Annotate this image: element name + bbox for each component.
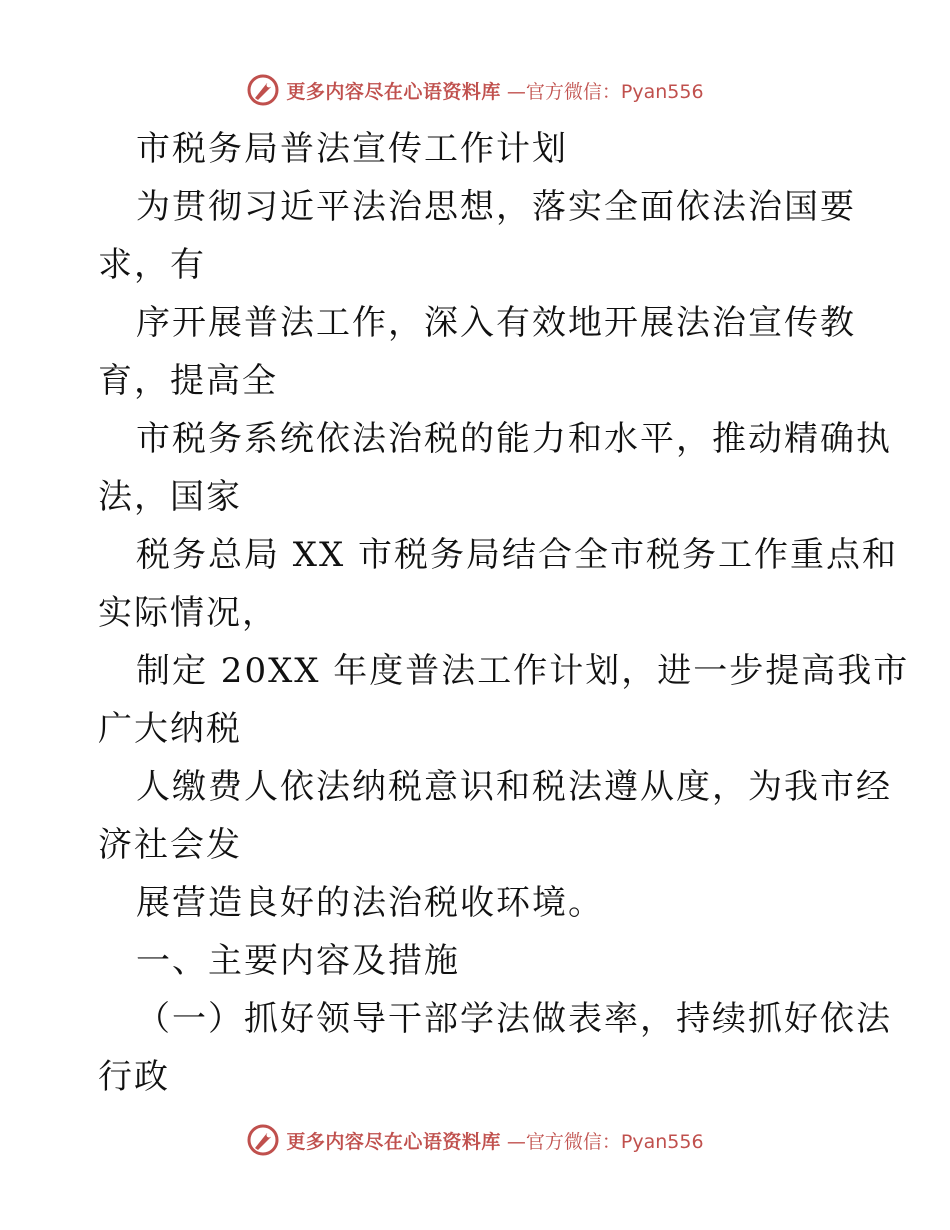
pen-logo-icon	[246, 73, 280, 107]
paragraph-line: 育，提高全	[98, 361, 278, 401]
paragraph-line: 行政	[98, 1057, 170, 1097]
paragraph-line: 济社会发	[98, 825, 242, 865]
document-title: 市税务局普法宣传工作计划	[136, 129, 568, 169]
paragraph-line: 广大纳税	[98, 709, 242, 749]
header-banner	[0, 70, 950, 110]
footer-banner	[0, 1120, 950, 1160]
section-heading: 一、主要内容及措施	[136, 941, 460, 981]
paragraph-line: 求，有	[98, 245, 206, 285]
subsection-heading: （一）抓好领导干部学法做表率，持续抓好依法	[136, 999, 892, 1039]
banner-contact-text: —官方微信：Pyan556	[506, 1130, 704, 1153]
banner-brand-text: 更多内容尽在心语资料库	[286, 80, 501, 103]
banner-contact-text: —官方微信：Pyan556	[506, 80, 704, 103]
paragraph-line: 为贯彻习近平法治思想，落实全面依法治国要	[136, 187, 856, 227]
document-body	[98, 120, 910, 1106]
paragraph-line: 序开展普法工作，深入有效地开展法治宣传教	[136, 303, 856, 343]
banner-brand-text: 更多内容尽在心语资料库	[286, 1130, 501, 1153]
paragraph-line: 法，国家	[98, 477, 242, 517]
paragraph-line: 展营造良好的法治税收环境。	[136, 883, 604, 923]
paragraph-line: 税务总局 XX 市税务局结合全市税务工作重点和	[136, 535, 899, 575]
paragraph-line: 制定 20XX 年度普法工作计划，进一步提高我市	[136, 651, 910, 691]
paragraph-line: 市税务系统依法治税的能力和水平，推动精确执	[136, 419, 892, 459]
paragraph-line: 实际情况，	[98, 593, 278, 633]
pen-logo-icon	[246, 1123, 280, 1157]
paragraph-line: 人缴费人依法纳税意识和税法遵从度，为我市经	[136, 767, 892, 807]
